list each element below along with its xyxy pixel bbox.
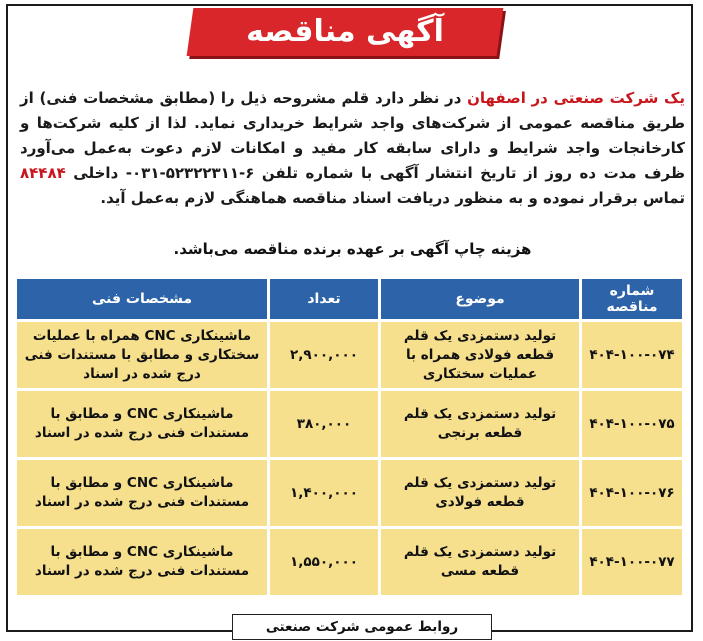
header-number: شماره مناقصه — [582, 279, 682, 319]
footer-signature: روابط عمومی شرکت صنعتی — [232, 614, 492, 640]
fee-note: هزینه چاپ آگهی بر عهده برنده مناقصه می‌باشد. — [173, 240, 532, 258]
intro-text-2: تماس برقرار نموده و به منظور دریافت اسناد مناقصه هماهنگی لازم به‌عمل آید. — [100, 189, 685, 207]
tender-quantity: ۲,۹۰۰,۰۰۰ — [270, 322, 378, 388]
tender-quantity: ۳۸۰,۰۰۰ — [270, 391, 378, 457]
tender-subject: تولید دستمزدی یک قلم قطعه فولادی — [381, 460, 579, 526]
tender-subject: تولید دستمزدی یک قلم قطعه برنجی — [381, 391, 579, 457]
tender-number: ۴۰۴-۱۰۰-۰۷۶ — [582, 460, 682, 526]
tender-number: ۴۰۴-۱۰۰-۰۷۷ — [582, 529, 682, 595]
intro-paragraph — [20, 86, 685, 211]
tender-specs: ماشینکاری CNC همراه با عملیات سختکاری و مطابق با مستندات فنی درج شده در اسناد — [17, 322, 267, 388]
tender-specs: ماشینکاری CNC و مطابق با مستندات فنی درج شده در اسناد — [17, 460, 267, 526]
tender-quantity: ۱,۵۵۰,۰۰۰ — [270, 529, 378, 595]
company-name: یک شرکت صنعتی در اصفهان — [467, 89, 685, 107]
intro-text-1: در نظر دارد قلم مشروحه ذیل را (مطابق مشخصات فنی) از طریق مناقصه عمومی از شرکت‌های واجد شرایط خریداری نماید. لذا از کلیه شرکت‌ها و کارخانجات واجد شرایط و دارای سابقه کار مفید و امکانات لازم دعوت به‌عمل می‌آورد ظرف مدت ده روز از تاریخ انتشار آگهی با شماره تلفن ۶-۵۲۳۲۲۳۱۱-۰۳۱- داخلی — [20, 89, 686, 182]
tender-number: ۴۰۴-۱۰۰-۰۷۴ — [582, 322, 682, 388]
header-subject: موضوع — [381, 279, 579, 319]
table-header-row — [17, 279, 682, 319]
header-quantity: تعداد — [270, 279, 378, 319]
header-specs: مشخصات فنی — [17, 279, 267, 319]
tender-specs: ماشینکاری CNC و مطابق با مستندات فنی درج شده در اسناد — [17, 529, 267, 595]
tender-subject: تولید دستمزدی یک قلم قطعه مسی — [381, 529, 579, 595]
table-row — [17, 460, 682, 526]
tender-table — [14, 276, 685, 598]
ad-title: آگهی مناقصه عمومی — [246, 14, 444, 97]
table-row — [17, 322, 682, 388]
table-row — [17, 529, 682, 595]
tender-specs: ماشینکاری CNC و مطابق با مستندات فنی درج شده در اسناد — [17, 391, 267, 457]
tender-number: ۴۰۴-۱۰۰-۰۷۵ — [582, 391, 682, 457]
table-row — [17, 391, 682, 457]
extension-number: ۸۴۴۸۴ — [20, 164, 66, 182]
tender-quantity: ۱,۴۰۰,۰۰۰ — [270, 460, 378, 526]
tender-subject: تولید دستمزدی یک قلم قطعه فولادی همراه با عملیات سختکاری — [381, 322, 579, 388]
